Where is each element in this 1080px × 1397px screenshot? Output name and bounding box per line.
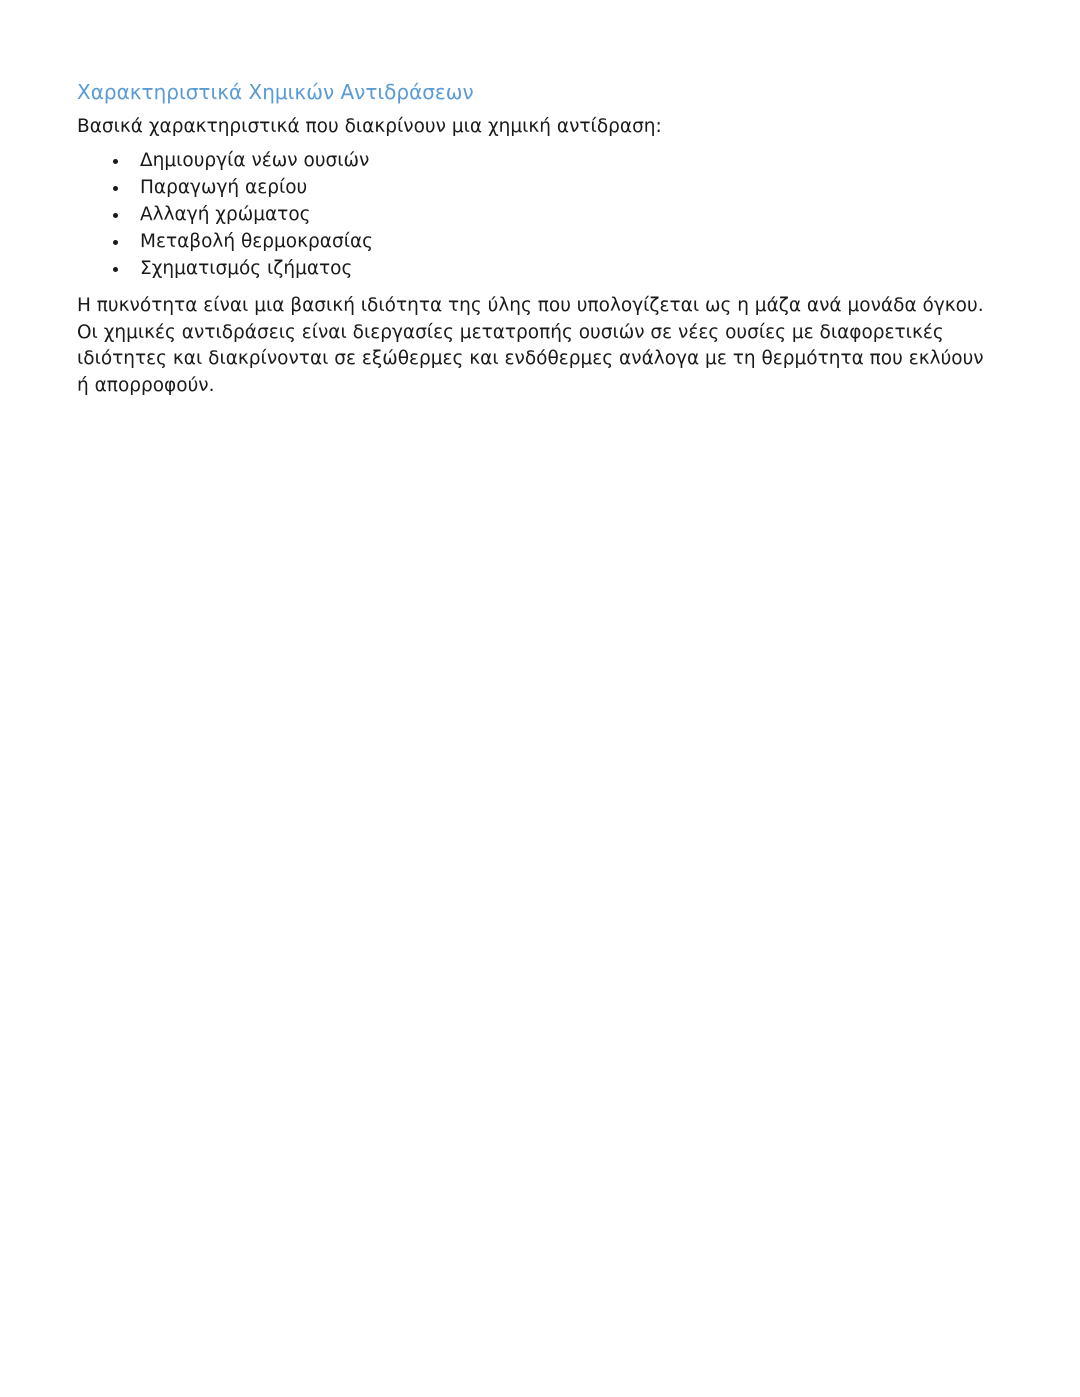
bullet-text: Παραγωγή αερίου <box>140 177 308 198</box>
bullet-text: Μεταβολή θερμοκρασίας <box>140 231 374 252</box>
bullet-icon <box>113 186 118 191</box>
intro-text: Βασικά χαρακτηριστικά που διακρίνουν μια χημική αντίδραση: <box>77 116 662 137</box>
document-body <box>77 78 1007 399</box>
bullet-item <box>77 201 1007 228</box>
bullet-list <box>77 147 1007 282</box>
body-paragraph: Η πυκνότητα είναι μια βασική ιδιότητα της ύλης που υπολογίζεται ως η μάζα ανά μονάδα όγκου. Οι χημικές αντιδράσεις είναι διεργασίες μετατροπής ουσιών σε νέες ουσίες με διαφορετικές ιδιότητες και διακρίνονται σε εξώθερμες και ενδόθερμες ανάλογα με τη θερμότητα που εκλύουν ή απορροφούν. <box>77 295 984 396</box>
bullet-item <box>77 174 1007 201</box>
bullet-text: Αλλαγή χρώματος <box>140 204 311 225</box>
section-heading: Χαρακτηριστικά Χημικών Αντιδράσεων <box>77 80 474 104</box>
bullet-item <box>77 147 1007 174</box>
bullet-icon <box>113 240 118 245</box>
bullet-icon <box>113 267 118 272</box>
bullet-icon <box>113 159 118 164</box>
bullet-item <box>77 255 1007 282</box>
bullet-item <box>77 228 1007 255</box>
bullet-text: Σχηματισμός ιζήματος <box>140 258 353 279</box>
bullet-text: Δημιουργία νέων ουσιών <box>140 150 370 171</box>
bullet-icon <box>113 213 118 218</box>
